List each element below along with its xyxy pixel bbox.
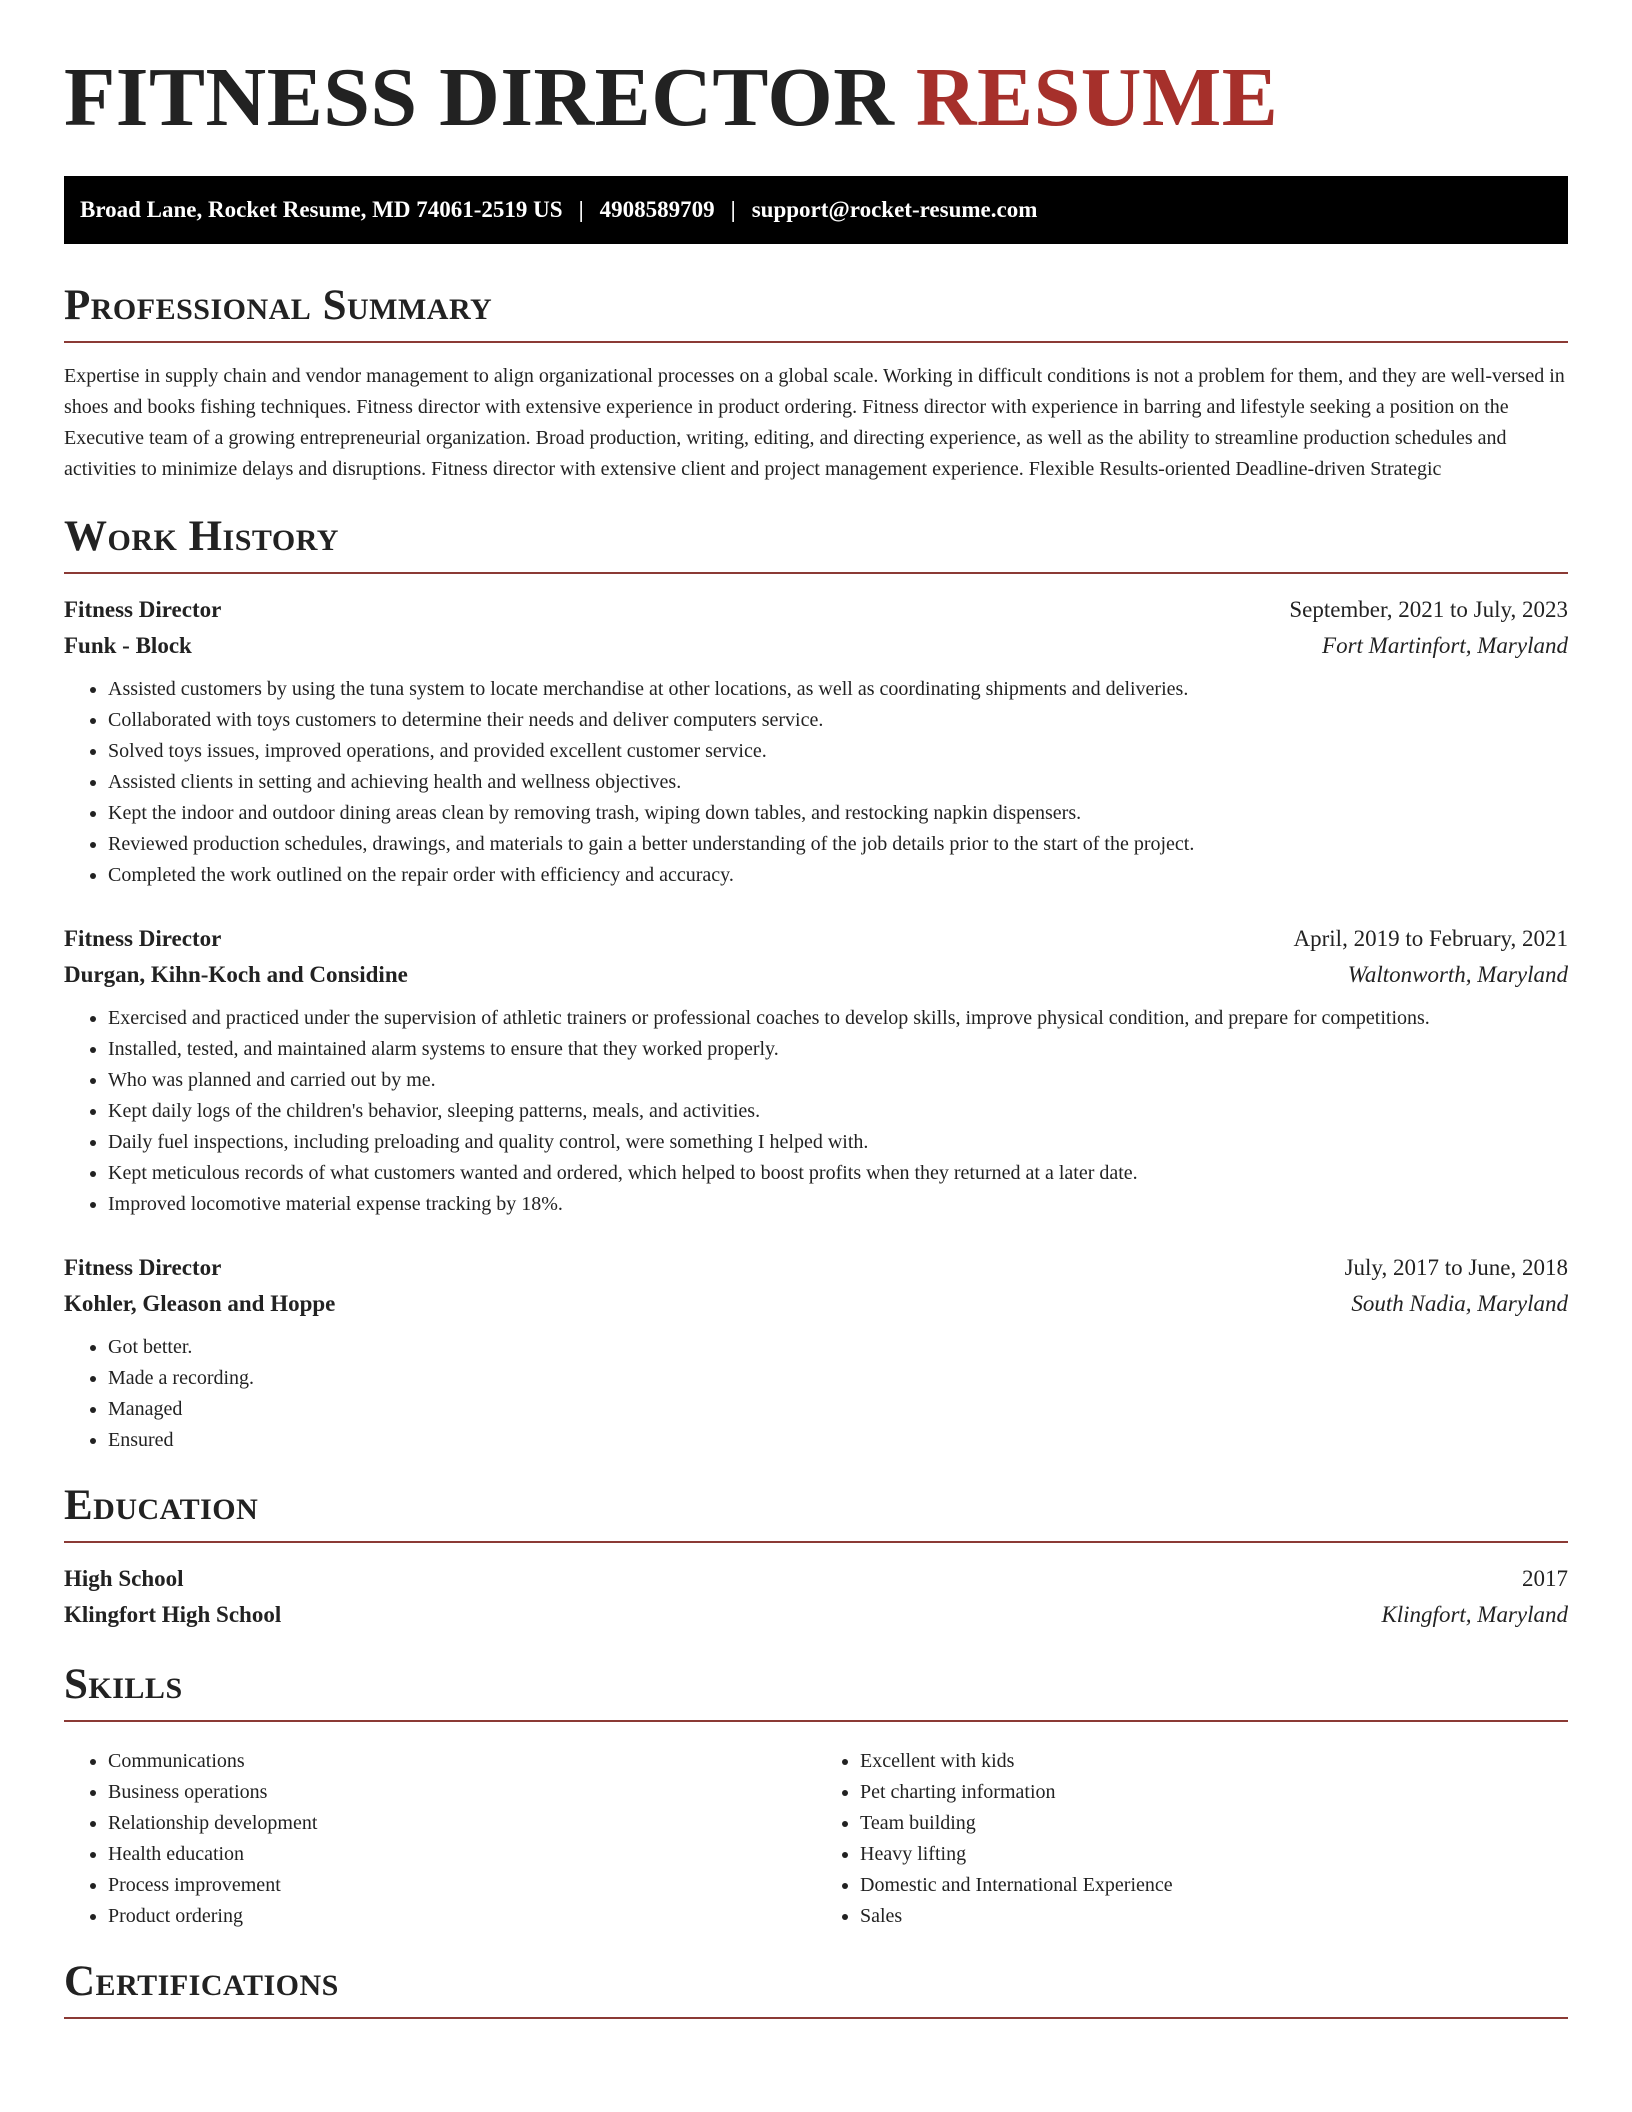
education-year: 2017 [1522, 1566, 1568, 1591]
list-item: • Domestic and International Experience [860, 1870, 1568, 1901]
job-company: Funk - Block [64, 633, 192, 658]
list-item: • Heavy lifting [860, 1839, 1568, 1870]
list-item: • Kept daily logs of the children's behavior, sleeping patterns, meals, and activities. [108, 1096, 1568, 1127]
list-item: • Ensured [108, 1425, 1568, 1456]
certifications-heading: Certifications [64, 1960, 1568, 2019]
summary-text: Expertise in supply chain and vendor management to align organizational processes on a global scale. Working in difficult conditions is not a problem for them, and they are well-versed in shoes and books fishing techniques. Fitness director with extensive experience in product ordering. Fitness director with experience in barring and lifestyle seeking a position on the Executive team of a growing entrepreneurial organization. Broad production, writing, editing, and directing experience, as well as the ability to streamline production schedules and activities to minimize delays and disruptions. Fitness director with extensive client and project management experience. Flexible Results-oriented Deadline-driven Strategic [64, 365, 1565, 480]
education-degree: High School [64, 1566, 184, 1591]
skills-heading: Skills [64, 1663, 1568, 1722]
job-company: Kohler, Gleason and Hoppe [64, 1291, 336, 1316]
skills-list-right [816, 1746, 1568, 1932]
contact-email: support@rocket-resume.com [751, 197, 1038, 222]
list-item: • Made a recording. [108, 1363, 1568, 1394]
list-item: • Who was planned and carried out by me. [108, 1065, 1568, 1096]
skills-list-left [64, 1746, 816, 1932]
skills-section [64, 1663, 1568, 1932]
education-school: Klingfort High School [64, 1602, 282, 1627]
list-item: • Process improvement [108, 1870, 816, 1901]
job-location: Waltonworth, Maryland [1347, 962, 1568, 987]
job-company: Durgan, Kihn-Koch and Considine [64, 962, 408, 987]
list-item: • Business operations [108, 1777, 816, 1808]
list-item: • Product ordering [108, 1901, 816, 1932]
list-item: • Exercised and practiced under the supervision of athletic trainers or professional coaches to develop skills, improve physical condition, and prepare for competitions. [108, 1003, 1568, 1034]
contact-bar [64, 176, 1568, 244]
list-item: • Daily fuel inspections, including preloading and quality control, were something I helped with. [108, 1127, 1568, 1158]
job-entry [64, 921, 1568, 1220]
job-dates: April, 2019 to February, 2021 [1293, 926, 1568, 951]
list-item: • Installed, tested, and maintained alarm systems to ensure that they worked properly. [108, 1034, 1568, 1065]
skills-grid [64, 1736, 1568, 1932]
list-item: • Got better. [108, 1332, 1568, 1363]
job-title: Fitness Director [64, 926, 222, 951]
list-item: • Pet charting information [860, 1777, 1568, 1808]
list-item: • Kept meticulous records of what customers wanted and ordered, which helped to boost profits when they returned at a later date. [108, 1158, 1568, 1189]
list-item: • Health education [108, 1839, 816, 1870]
list-item: • Managed [108, 1394, 1568, 1425]
contact-separator: | [578, 197, 584, 222]
job-entry [64, 592, 1568, 891]
job-location: Fort Martinfort, Maryland [1322, 633, 1568, 658]
list-item: • Completed the work outlined on the repair order with efficiency and accuracy. [108, 860, 1568, 891]
work-history-heading: Work History [64, 515, 1568, 574]
job-title: Fitness Director [64, 1255, 222, 1280]
job-duties [64, 1003, 1568, 1220]
work-history-section [64, 515, 1568, 1456]
certifications-section [64, 1960, 1568, 2019]
list-item: • Improved locomotive material expense tracking by 18%. [108, 1189, 1568, 1220]
resume-title [64, 0, 1568, 144]
title-accent: RESUME [915, 51, 1279, 144]
title-main: FITNESS DIRECTOR [64, 51, 895, 144]
job-dates: September, 2021 to July, 2023 [1289, 597, 1568, 622]
contact-address: Broad Lane, Rocket Resume, MD 74061-2519 US [80, 197, 563, 222]
education-entry [64, 1561, 1568, 1633]
list-item: • Excellent with kids [860, 1746, 1568, 1777]
list-item: • Solved toys issues, improved operations, and provided excellent customer service. [108, 736, 1568, 767]
job-location: South Nadia, Maryland [1351, 1291, 1568, 1316]
summary-section [64, 284, 1568, 485]
list-item: • Collaborated with toys customers to determine their needs and deliver computers service. [108, 705, 1568, 736]
list-item: • Kept the indoor and outdoor dining areas clean by removing trash, wiping down tables, and restocking napkin dispensers. [108, 798, 1568, 829]
list-item: • Reviewed production schedules, drawings, and materials to gain a better understanding of the job details prior to the start of the project. [108, 829, 1568, 860]
contact-separator: | [730, 197, 736, 222]
list-item: • Sales [860, 1901, 1568, 1932]
list-item: • Assisted customers by using the tuna system to locate merchandise at other locations, as well as coordinating shipments and deliveries. [108, 674, 1568, 705]
job-duties [64, 1332, 1568, 1456]
education-heading: Education [64, 1484, 1568, 1543]
education-section [64, 1484, 1568, 1633]
list-item: • Relationship development [108, 1808, 816, 1839]
list-item: • Assisted clients in setting and achieving health and wellness objectives. [108, 767, 1568, 798]
job-duties [64, 674, 1568, 891]
job-entry [64, 1250, 1568, 1456]
list-item: • Communications [108, 1746, 816, 1777]
education-location: Klingfort, Maryland [1381, 1602, 1568, 1627]
contact-phone: 4908589709 [599, 197, 715, 222]
list-item: • Team building [860, 1808, 1568, 1839]
job-dates: July, 2017 to June, 2018 [1344, 1255, 1568, 1280]
job-title: Fitness Director [64, 597, 222, 622]
summary-heading: Professional Summary [64, 284, 1568, 343]
